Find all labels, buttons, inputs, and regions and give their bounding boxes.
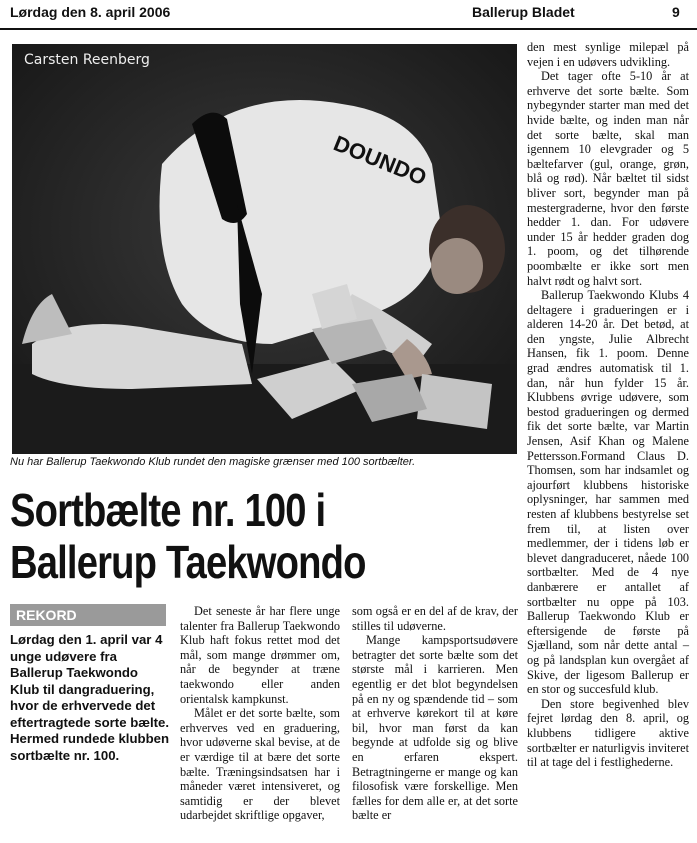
- headline-line-1: Sortbælte nr. 100 i: [10, 484, 326, 536]
- body-paragraph: Det tager ofte 5-10 år at erhverve det sorte bælte. Som nybegynder starter man med det hvide bælte, og inden man når det sorte bælte, skal man igennem 10 elevgrader og 5 bæltefarver (gul, orange, grøn, blå og rød). Når bæltet til sidst bliver sort, begynder man på mestergraderne, hvor den første hedder 1. dan. For udøvere under 15 år hedder graden dog 1. poom, og det tilhørende poombælte er ikke sort men halvt rødt og halvt sort.: [527, 69, 689, 288]
- issue-date: Lørdag den 8. april 2006: [10, 4, 171, 20]
- body-paragraph: Ballerup Taekwondo Klubs 4 deltagere i gradueringen er i alderen 14-20 år. Det betød, at den yngste, Julie Albrecht Hansen, fik 1. poom. Denne grad ændres automatisk til 1. dan, når hun fylder 15 år. Klubbens øvrige udøvere, som bestod gradueringen og dermed fik det sorte bælte, var Martin Jensen, Asif Khan og Malene Pettersson.Formand Claus D. Thomsen, som har indsamlet og ajourført klubbens historiske oplysninger, har sammen med resten af klubbens bestyrelse set frem til, at listen over medlemmer, der i tidens løb er blevet dangraduceret, nåede 100 sortbælter. Med de 4 nye danbærere er antallet af sortbælter nu oppe på 103. Ballerup Taekwondo Klub er eftersigende de første på Sjælland, som når dette antal – og på landsplan kun overgået af Skive, der ligesom Ballerup er en stor og succesfuld klub.: [527, 288, 689, 697]
- headline-line-2: Ballerup Taekwondo: [10, 536, 366, 588]
- body-paragraph: som også er en del af de krav, der stilles til udøverne.: [352, 604, 518, 633]
- body-paragraph: Mange kampsportsudøvere betragter det sorte bælte som det største mål i karrieren. Men egentlig er det blot begyndelsen på en ny og spændende tid – som at erhverve kørekort til at køre bil, hvor man først da kan begynde at udfolde sig og blive en erfaren ekspert. Betragtningerne er mange og kan filosofisk være forskellige. Men fælles for dem alle er, at det sorte bælte er: [352, 633, 518, 823]
- photo-credit: Carsten Reenberg: [24, 52, 150, 68]
- newspaper-name: Ballerup Bladet: [472, 4, 575, 20]
- section-tag: REKORD: [10, 604, 166, 626]
- body-column-2: [352, 604, 518, 823]
- body-paragraph: Den store begivenhed blev fejret lørdag den 8. april, og klubbens tidligere aktive sortbælter er naturligvis inviteret til at tage del i festlighederne.: [527, 696, 689, 770]
- article-intro: Lørdag den 1. april var 4 unge udøvere fra Ballerup Taekwondo Klub til dangraduering, hvor de erhvervede det eftertragtede sorte bælte. Hermed rundede klubben sortbælte nr. 100.: [10, 632, 170, 763]
- body-paragraph: den mest synlige milepæl på vejen i en udøvers udvikling.: [527, 40, 689, 69]
- article-headline: [10, 484, 525, 588]
- uniform-lettering: DOUNDO: [330, 130, 431, 191]
- body-column-1: [180, 604, 340, 823]
- taekwondo-photo-illustration: [12, 44, 517, 454]
- article-photo: [12, 44, 517, 454]
- body-paragraph: Det seneste år har flere unge talenter fra Ballerup Taekwondo Klub haft fokus rettet mod det mål, som mange drømmer om, når de begynder at træne taekwondo eller anden orientalsk kampkunst.: [180, 604, 340, 706]
- body-paragraph: Målet er det sorte bælte, som erhverves ved en graduering, hvor udøverne skal bevise, at de er værdige til at bære det sorte bælte. Træningsindsatsen har i måneder været intensiveret, og samtidig er der blevet udarbejdet skriftlige opgaver,: [180, 706, 340, 823]
- page-header: [0, 0, 697, 30]
- page-number: 9: [672, 4, 680, 20]
- photo-caption: Nu har Ballerup Taekwondo Klub rundet den magiske grænser med 100 sortbælter.: [10, 456, 416, 468]
- body-column-3: [527, 40, 689, 770]
